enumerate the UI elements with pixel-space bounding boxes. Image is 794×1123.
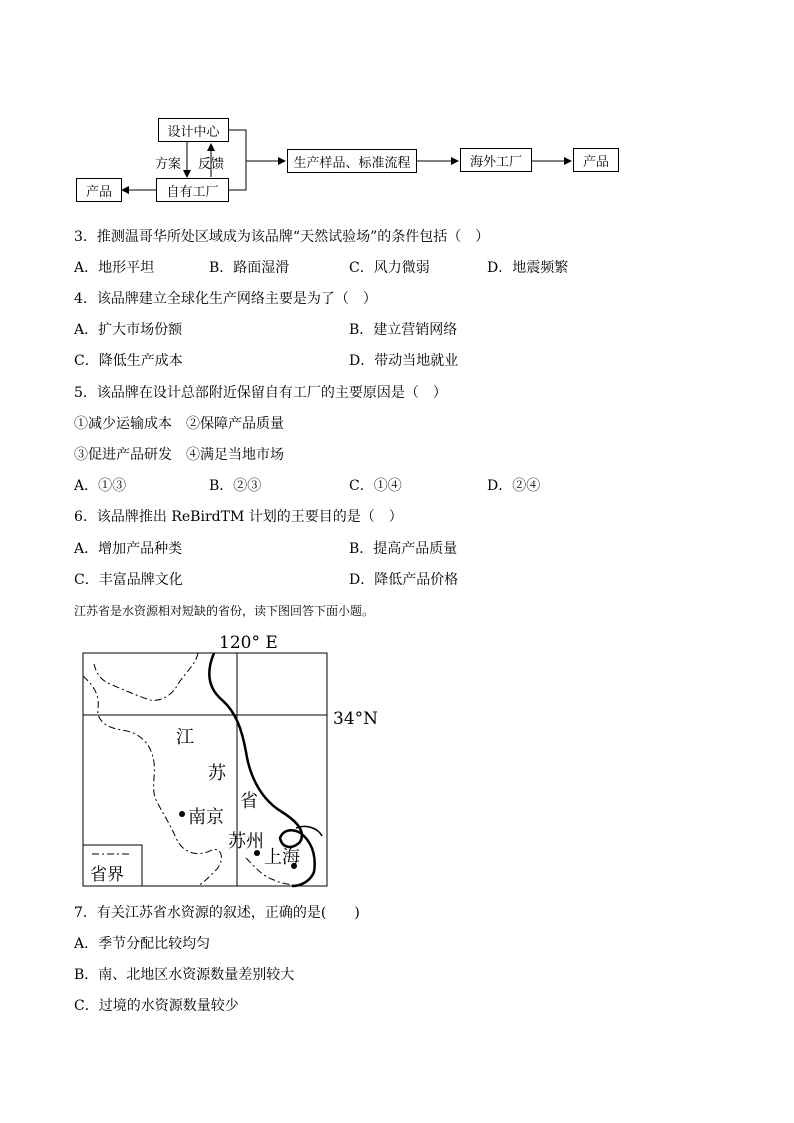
question-6-option-c[interactable]: C．丰富品牌文化 <box>74 572 183 588</box>
sample-process-box: 生产样品、标准流程 <box>287 149 417 173</box>
question-3-option-a[interactable]: A．地形平坦 <box>74 260 155 276</box>
own-factory-box: 自有工厂 <box>156 178 229 202</box>
question-7-option-c[interactable]: C．过境的水资源数量较少 <box>74 998 239 1014</box>
question-5-statements-2: ③促进产品研发 ④满足当地市场 <box>74 447 284 463</box>
label-feedback: 反馈 <box>198 157 225 172</box>
question-5-option-b[interactable]: B．②③ <box>209 478 262 494</box>
city-shanghai-label: 上海 <box>264 847 300 868</box>
question-3-stem: 3．推测温哥华所处区域成为该品牌“天然试验场”的条件包括（ ） <box>74 229 490 245</box>
question-4-stem: 4．该品牌建立全球化生产网络主要是为了（ ） <box>74 291 377 307</box>
question-4-option-c[interactable]: C．降低生产成本 <box>74 353 183 369</box>
question-6-option-d[interactable]: D．降低产品价格 <box>349 572 459 588</box>
question-4-option-a[interactable]: A．扩大市场份额 <box>74 322 183 338</box>
question-3-option-c[interactable]: C．风力微弱 <box>349 260 430 276</box>
city-nanjing-label: 南京 <box>188 807 224 828</box>
question-6-stem: 6．该品牌推出 ReBirdTM 计划的王要目的是（ ） <box>74 509 403 525</box>
question-5-stem: 5．该品牌在设计总部附近保留自有工厂的主要原因是（ ） <box>74 385 447 401</box>
product-right-box: 产品 <box>573 148 619 172</box>
map-intro-text: 江苏省是水资源相对短缺的省份，读下图回答下面小题。 <box>74 604 375 618</box>
nanjing-dot <box>179 811 185 817</box>
longitude-label: 120° E <box>219 633 278 653</box>
question-7-option-a[interactable]: A．季节分配比较均匀 <box>74 936 211 952</box>
province-char-sheng: 省 <box>240 791 258 812</box>
design-center-box: 设计中心 <box>158 118 229 142</box>
question-4-option-b[interactable]: B．建立营销网络 <box>349 322 458 338</box>
question-7-option-b[interactable]: B．南、北地区水资源数量差别较大 <box>74 967 295 983</box>
label-plan: 方案 <box>155 157 182 172</box>
question-5-option-d[interactable]: D．②④ <box>487 478 541 494</box>
question-5-statements-1: ①减少运输成本 ②保障产品质量 <box>74 416 284 432</box>
question-6-option-a[interactable]: A．增加产品种类 <box>74 541 183 557</box>
question-3-option-b[interactable]: B．路面湿滑 <box>209 260 290 276</box>
product-left-box: 产品 <box>76 178 122 202</box>
question-3-option-d[interactable]: D．地震频繁 <box>487 260 569 276</box>
question-5-option-c[interactable]: C．①④ <box>349 478 402 494</box>
province-char-su: 苏 <box>208 763 226 784</box>
question-6-option-b[interactable]: B．提高产品质量 <box>349 541 458 557</box>
city-suzhou-label: 苏州 <box>228 831 264 852</box>
province-char-jiang: 江 <box>176 727 194 748</box>
question-4-option-d[interactable]: D．带动当地就业 <box>349 353 459 369</box>
latitude-label: 34°N <box>333 709 379 729</box>
overseas-factory-box: 海外工厂 <box>460 148 532 172</box>
question-7-stem: 7．有关江苏省水资源的叙述，正确的是( ) <box>74 905 360 921</box>
question-5-option-a[interactable]: A．①③ <box>74 478 127 494</box>
legend-label: 省界 <box>90 865 124 885</box>
